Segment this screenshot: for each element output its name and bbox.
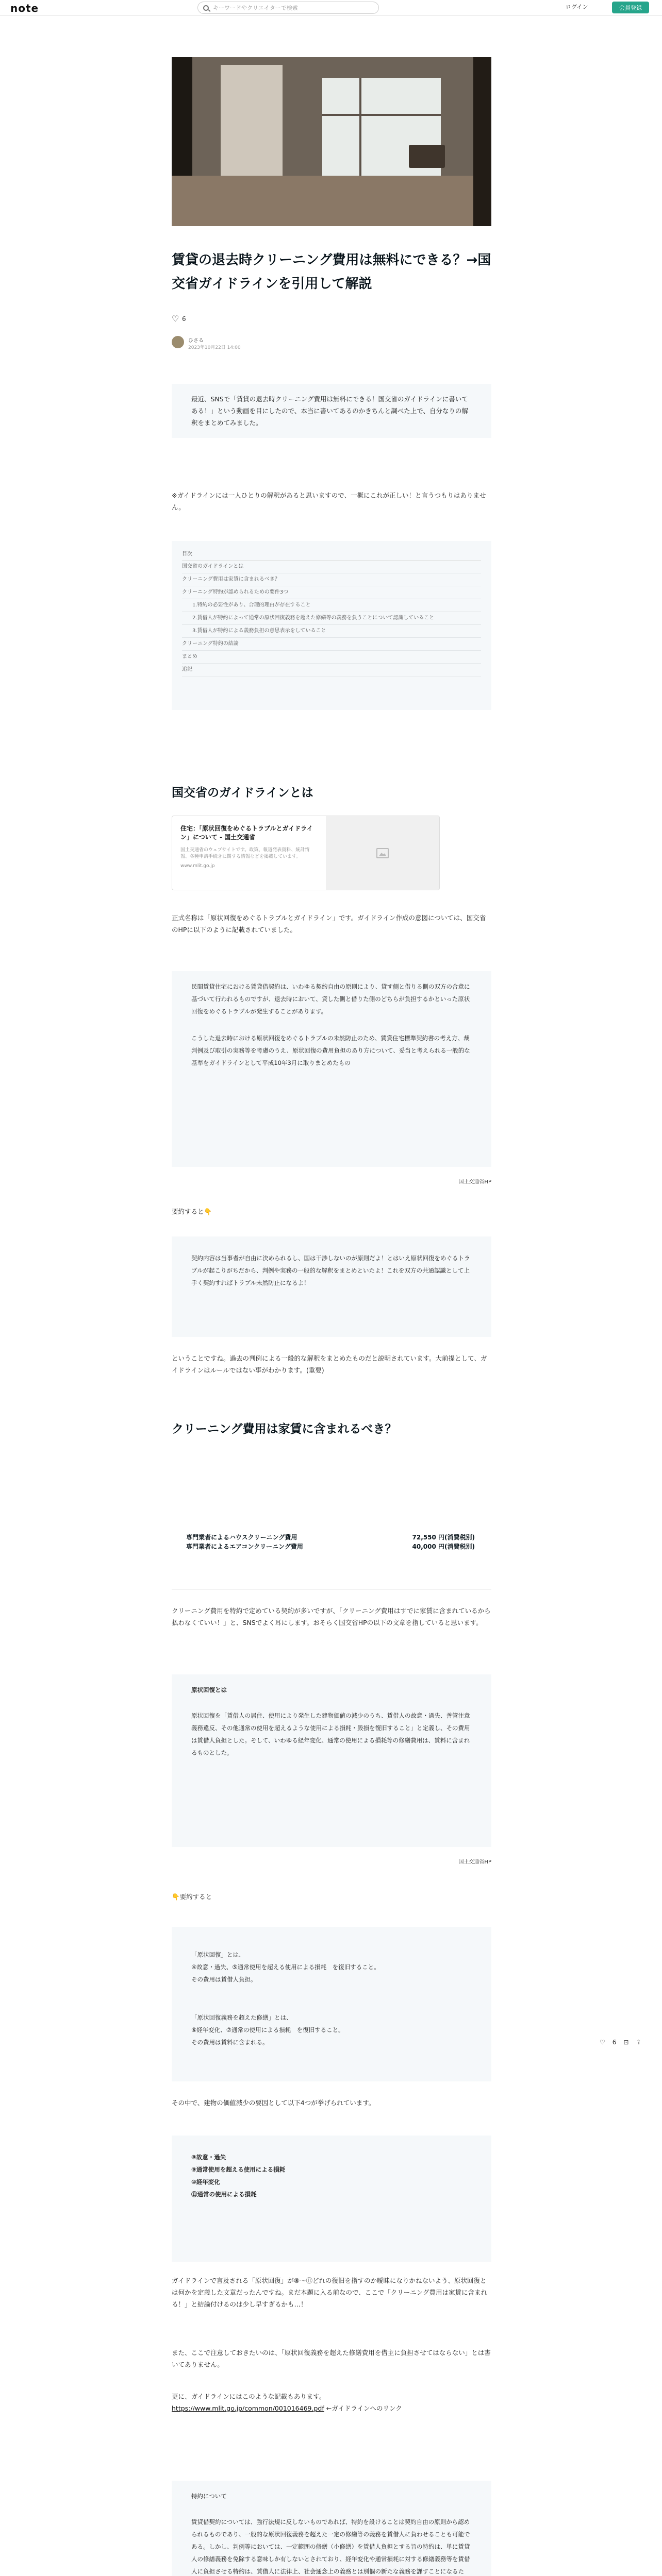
toc-item[interactable]: 1.特約の必要性があり、合理的理由が存在すること bbox=[182, 599, 481, 612]
search-placeholder: キーワードやクリエイターで検索 bbox=[213, 5, 298, 11]
hero-image bbox=[172, 57, 491, 226]
search-input[interactable] bbox=[197, 2, 379, 14]
article-title: 賃貸の退去時クリーニング費用は無料にできる？→国交省ガイドラインを引用して解説 bbox=[172, 252, 491, 292]
price-label: 専門業者によるエアコンクリーニング費用 bbox=[186, 1543, 303, 1550]
link-card-thumbnail bbox=[326, 816, 439, 890]
quote-block bbox=[172, 1236, 491, 1337]
quote-text: こうした退去時における原状回復をめぐるトラブルの未然防止のため、賃貸住宅標準契約書の考え方、裁判例及び取引の実務等を考慮のうえ、原状回復の費用負担のあり方について、妥当と考えられる一般的な基準をガイドラインとして平成10年3月に取りまとめたもの bbox=[191, 1035, 470, 1066]
author-info[interactable] bbox=[172, 336, 241, 350]
intro-note: ※ガイドラインには一人ひとりの解釈があると思いますので、一概にこれが正しい！と言うつもりはありません。 bbox=[172, 492, 486, 511]
signup-button[interactable]: 会員登録 bbox=[612, 2, 649, 13]
quote-block bbox=[172, 971, 491, 1167]
avatar[interactable] bbox=[172, 336, 184, 348]
image-icon bbox=[376, 848, 389, 858]
paragraph bbox=[172, 2391, 460, 2414]
paragraph-text: 更に、ガイドラインにはこのような記載もあります。 bbox=[172, 2393, 326, 2400]
intro-callout-text: 最近、SNSで「賃貸の退去時クリーニング費用は無料にできる！国交省のガイドラインに書いてある！」という動画を目にしたので、本当に書いてあるのかきちんと調べた上で、自分なりの解釈をまとめてみました。 bbox=[191, 395, 469, 427]
quote-text: 「原状回復義務を超えた修繕」とは、 ⑥経年変化、⑦通常の使用による損耗 を復旧すること。 その費用は賃料に含まれる。 bbox=[191, 2014, 344, 2046]
toc-item[interactable]: 国交省のガイドラインとは bbox=[182, 561, 481, 573]
paragraph: クリーニング費用を特約で定めている契約が多いですが、「クリーニング費用はすでに家賃に含まれているから払わなくていい！」と、SNSでよく耳にします。おそらく国交省HPの以下の文章を指していると思います。 bbox=[172, 1607, 491, 1626]
quote-text: 「原状回復」とは、 ④故意・過失、⑤通常使用を超える使用による損耗 を復旧すること。 その費用は賃借人負担。 bbox=[191, 1951, 380, 1983]
quote-text: 契約内容は当事者が自由に決められるし、国は干渉しないのが原則だよ！とはいえ原状回復をめぐるトラブルが起こりがちだから、判例や実務の一般的な解釈をまとめといたよ！これを双方の共通認識として上手く契約すればトラブル未然防止になるよ！ bbox=[191, 1255, 470, 1286]
link-note: ←ガイドラインへのリンク bbox=[326, 2404, 402, 2412]
quote-heading: 原状回復とは bbox=[191, 1686, 227, 1693]
toc-item[interactable]: 3.賃借人が特約による義務負担の意思表示をしていること bbox=[182, 625, 481, 638]
quote-list-item: ⑩経年変化 bbox=[191, 2178, 220, 2185]
quote-text: 民間賃貸住宅における賃貸借契約は、いわゆる契約自由の原則により、貸す側と借りる側の双方の合意に基づいて行われるものですが、退去時において、貸した側と借りた側のどちらが負担するかといった原状回復をめぐるトラブルが発生することがあります。 bbox=[191, 983, 470, 1015]
quote-list-item: ⑧故意・過失 bbox=[191, 2154, 226, 2161]
quote-block bbox=[172, 2136, 491, 2262]
quote-text: 原状回復を「賃借人の居住、使用により発生した建物価値の減少のうち、賃借人の故意・過失、善管注意義務違反、その他通常の使用を超えるような使用による損耗・毀損を復旧すること」と定義し、その費用は賃借人負担とした。そして、いわゆる経年変化、通常の使用による損耗等の修繕費用は、賃料に含まれるものとした。 bbox=[191, 1712, 470, 1756]
price-value: 40,000 円(消費税別) bbox=[412, 1543, 475, 1550]
price-label: 専門業者によるハウスクリーニング費用 bbox=[186, 1534, 297, 1541]
like-count: 6 bbox=[182, 315, 186, 323]
toc-heading: 目次 bbox=[182, 546, 481, 561]
link-card-description: 国土交通省のウェブサイトです。政策、報道発表資料、統計情報、各種申請手続きに関する情報などを掲載しています。 bbox=[180, 848, 310, 859]
paragraph: その中で、建物の価値減少の要因として以下4つが挙げられています。 bbox=[172, 2099, 375, 2107]
price-image bbox=[172, 1517, 491, 1589]
quote-list-item: ⑪通常の使用による損耗 bbox=[191, 2191, 257, 2198]
link-card-url: www.mlit.go.jp bbox=[180, 863, 215, 869]
paragraph: 👇要約すると bbox=[172, 1893, 212, 1901]
quote-text: 賃貸借契約については、強行法規に反しないものであれば、特約を設けることは契約自由の原則から認められるものであり、一般的な原状回復義務を超えた一定の修繕等の義務を賃借人に負わせることも可能である。しかし、判例等においては、一定範囲の修繕（小修繕）を賃借人負担とする旨の特約は、単に賃貸人の修繕義務を免除する意味しか有しないとされており、経年変化や通常損耗に対する修繕義務等を賃借人に負担させる特約は、賃借人に法律上、社会通念上の義務とは別個の新たな義務を課すことになるた bbox=[191, 2518, 470, 2575]
bookmark-icon[interactable]: ⊡ bbox=[623, 2039, 629, 2046]
link-card-title: 住宅：「原状回復をめぐるトラブルとガイドライン」について - 国土交通省 bbox=[180, 825, 313, 841]
login-link[interactable]: ログイン bbox=[566, 4, 588, 10]
heading-guideline: 国交省のガイドラインとは bbox=[172, 786, 313, 800]
site-header bbox=[0, 0, 662, 16]
heart-icon[interactable] bbox=[172, 316, 179, 322]
paragraph: また、ここで注意しておきたいのは、「原状回復義務を超えた修繕費用を借主に負担させてはならない」とは書いてありません。 bbox=[172, 2349, 491, 2368]
side-actions bbox=[600, 2039, 641, 2046]
guideline-link[interactable]: https://www.mlit.go.jp/common/001016469.pdf bbox=[172, 2404, 324, 2412]
search-icon bbox=[203, 5, 209, 11]
quote-heading: 特約について bbox=[191, 2493, 227, 2500]
quote-source: 国土交通省HP bbox=[458, 1859, 491, 1865]
quote-source: 国土交通省HP bbox=[458, 1179, 491, 1185]
toc-item[interactable]: クリーニング特約が認められるための要件3つ bbox=[182, 586, 481, 599]
toc-item[interactable]: クリーニング費用は家賃に含まれるべき？ bbox=[182, 573, 481, 586]
table-of-contents bbox=[172, 541, 491, 710]
quote-block bbox=[172, 2481, 491, 2576]
quote-block bbox=[172, 1674, 491, 1847]
link-card[interactable] bbox=[172, 816, 440, 890]
author-name[interactable]: ひさる bbox=[188, 338, 204, 344]
share-icon[interactable]: ⇪ bbox=[636, 2039, 641, 2046]
quote-block bbox=[172, 1927, 491, 2081]
note-logo[interactable]: note bbox=[10, 2, 39, 14]
heart-icon[interactable]: ♡ bbox=[600, 2039, 605, 2046]
paragraph: 要約すると👇 bbox=[172, 1208, 212, 1215]
toc-item[interactable]: まとめ bbox=[182, 651, 481, 664]
paragraph: ということですね。過去の判例による一般的な解釈をまとめたものだと説明されています。大前提として、ガイドラインはルールではない事がわかります。(重要) bbox=[172, 1354, 487, 1374]
price-value: 72,550 円(消費税別) bbox=[412, 1534, 475, 1541]
publish-date: 2023年10月22日 14:00 bbox=[188, 345, 241, 350]
intro-callout bbox=[172, 384, 491, 438]
toc-item[interactable]: 2.賃借人が特約によって通常の原状回復義務を超えた修繕等の義務を負うことについて認識していること bbox=[182, 612, 481, 625]
paragraph: ガイドラインで言及される「原状回復」が⑧〜⑪どれの復旧を指すのか曖昧になりかねないよう、原状回復とは何かを定義した文章だったんですね。まだ本題に入る前なので、ここで「クリーニング費用は家賃に含まれる！」と結論付けるのは少し早すぎるかも…！ bbox=[172, 2277, 488, 2308]
heading-cleaning: クリーニング費用は家賃に含まれるべき？ bbox=[172, 1422, 397, 1436]
toc-item[interactable]: クリーニング特約の結論 bbox=[182, 638, 481, 651]
side-like-count: 6 bbox=[612, 2039, 617, 2046]
toc-item[interactable]: 追記 bbox=[182, 664, 481, 676]
paragraph: 正式名称は「原状回復をめぐるトラブルとガイドライン」です。ガイドライン作成の意図については、国交省のHPに以下のように記載されていました。 bbox=[172, 914, 486, 934]
quote-list-item: ⑨通常使用を超える使用による損耗 bbox=[191, 2166, 286, 2173]
like-area bbox=[172, 315, 186, 323]
